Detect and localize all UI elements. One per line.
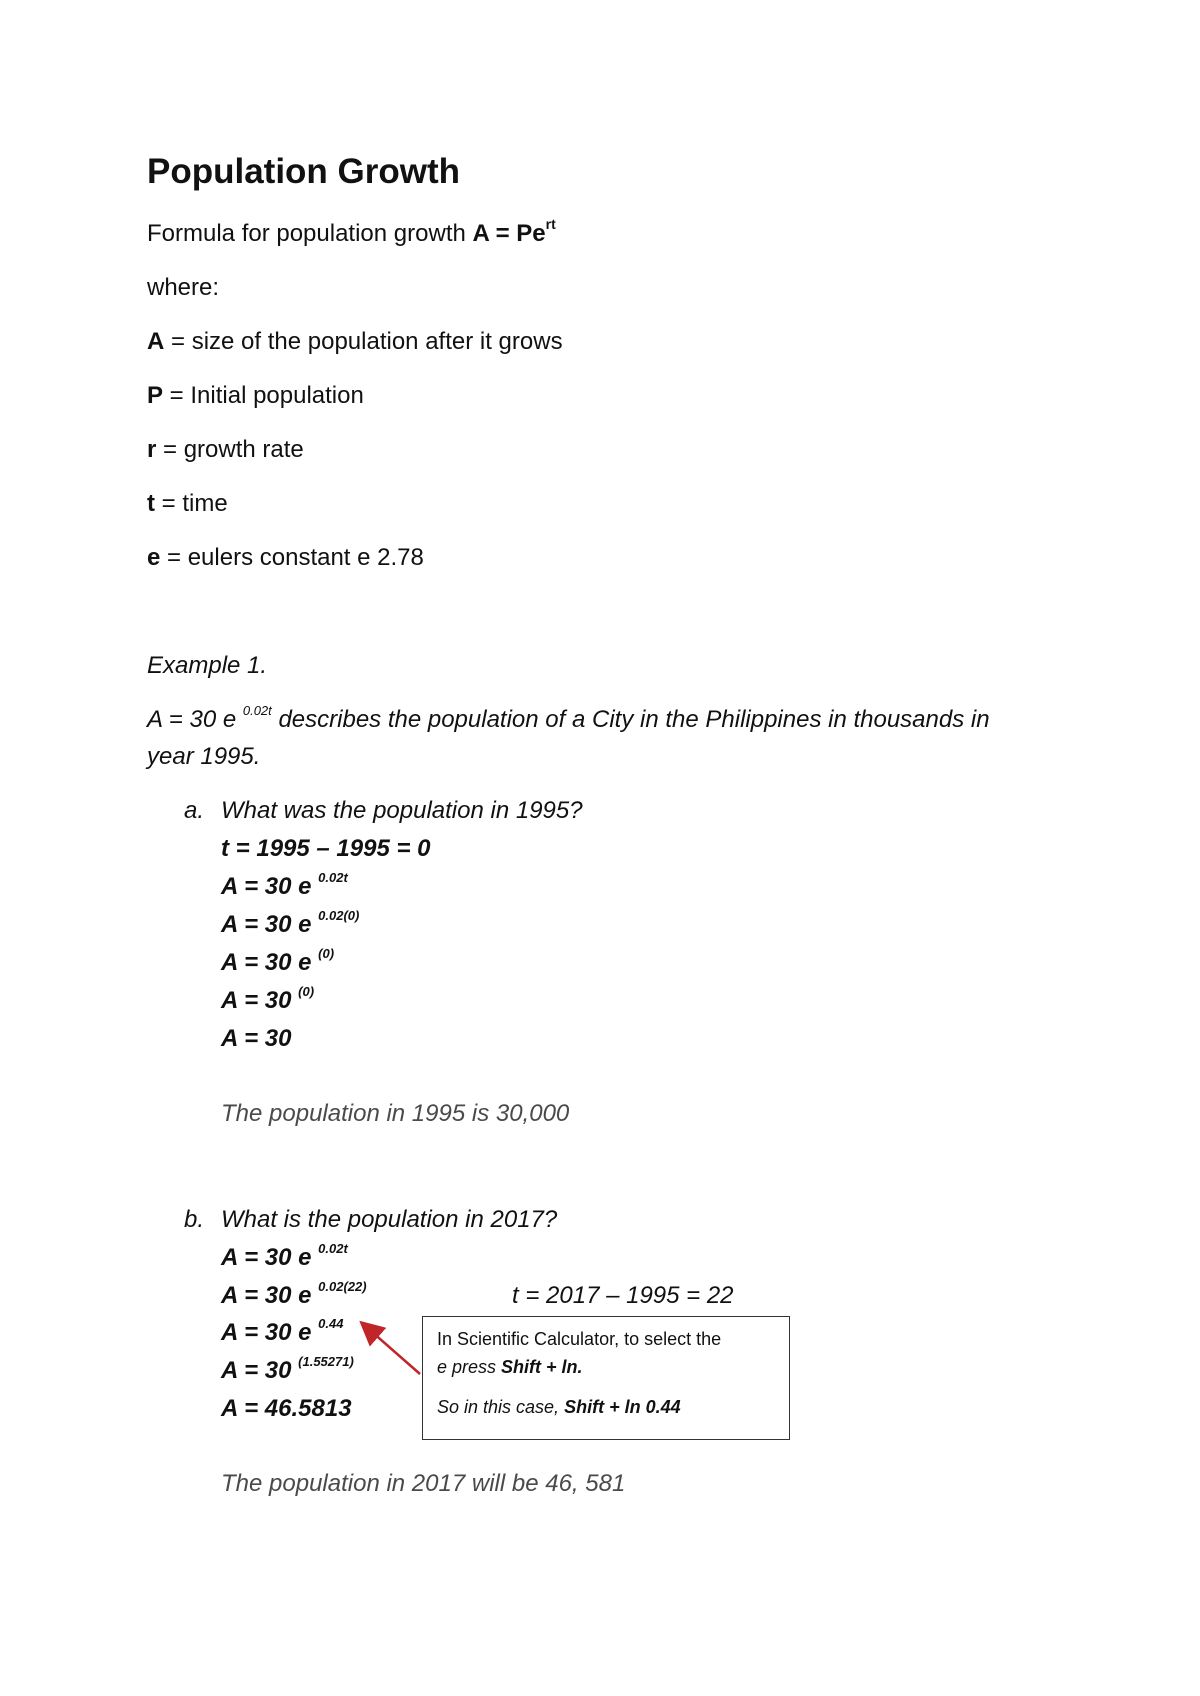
step-exponent: 0.02t bbox=[318, 870, 348, 885]
step-base: A = 30 e bbox=[221, 1244, 319, 1271]
definition-symbol: t bbox=[147, 490, 155, 517]
tip-keys: Shift + ln 0.44 bbox=[564, 1397, 681, 1417]
formula-exponent: rt bbox=[545, 216, 556, 232]
step-base: A = 30 e bbox=[221, 873, 319, 900]
statement-rest: describes the population of a City in the Philippines in thousands in bbox=[271, 706, 990, 733]
formula-intro: Formula for population growth bbox=[147, 220, 473, 247]
tip-text: So in this case, bbox=[437, 1397, 565, 1417]
example-heading: Example 1. bbox=[147, 652, 268, 679]
tip-text: e press bbox=[437, 1357, 502, 1377]
step-base: A = 30 bbox=[221, 1025, 292, 1052]
definition-symbol: P bbox=[147, 382, 164, 409]
definition-symbol: r bbox=[147, 436, 157, 463]
step-exponent: (0) bbox=[298, 984, 315, 999]
t-calculation-note: t = 2017 – 1995 = 22 bbox=[512, 1282, 734, 1309]
definition-text: = time bbox=[155, 490, 228, 517]
step-base: A = 30 e bbox=[221, 1319, 319, 1346]
step-base: A = 30 e bbox=[221, 911, 319, 938]
part-b-label: b. bbox=[184, 1206, 205, 1233]
part-a-label: a. bbox=[184, 797, 205, 824]
step-exponent: 0.44 bbox=[318, 1316, 344, 1331]
step-exponent: (1.55271) bbox=[298, 1354, 354, 1369]
part-a-answer: The population in 1995 is 30,000 bbox=[221, 1100, 570, 1127]
definition-text: = eulers constant e 2.78 bbox=[160, 544, 424, 571]
page-title: Population Growth bbox=[147, 152, 461, 191]
where-label: where: bbox=[147, 274, 220, 301]
step-base: A = 30 e bbox=[221, 949, 319, 976]
tip-keys: Shift + ln. bbox=[501, 1357, 583, 1377]
definition-symbol: e bbox=[147, 544, 161, 571]
definition-symbol: A bbox=[147, 328, 165, 355]
tip-line-1: In Scientific Calculator, to select the bbox=[437, 1329, 722, 1349]
step-base: A = 30 bbox=[221, 1357, 299, 1384]
step-exponent: 0.02(22) bbox=[318, 1279, 367, 1294]
step-exponent: (0) bbox=[318, 946, 335, 961]
formula-lhs: A = Pe bbox=[472, 220, 546, 247]
step-base: A = 30 e bbox=[221, 1282, 319, 1309]
part-b-answer: The population in 2017 will be 46, 581 bbox=[221, 1470, 626, 1497]
part-b-question: What is the population in 2017? bbox=[221, 1206, 558, 1233]
definition-text: = Initial population bbox=[163, 382, 364, 409]
step-exponent: 0.02t bbox=[318, 1241, 348, 1256]
statement-lhs: A = 30 e bbox=[147, 706, 243, 733]
step-base: A = 30 bbox=[221, 987, 299, 1014]
definition-text: = growth rate bbox=[156, 436, 304, 463]
definition-text: = size of the population after it grows bbox=[164, 328, 563, 355]
example-statement-line2: year 1995. bbox=[147, 743, 261, 770]
step-base: t = 1995 – 1995 = 0 bbox=[221, 835, 431, 862]
statement-exponent: 0.02t bbox=[242, 703, 272, 718]
step-exponent: 0.02(0) bbox=[318, 908, 360, 923]
part-a-question: What was the population in 1995? bbox=[221, 797, 583, 824]
step-base: A = 46.5813 bbox=[221, 1395, 352, 1422]
